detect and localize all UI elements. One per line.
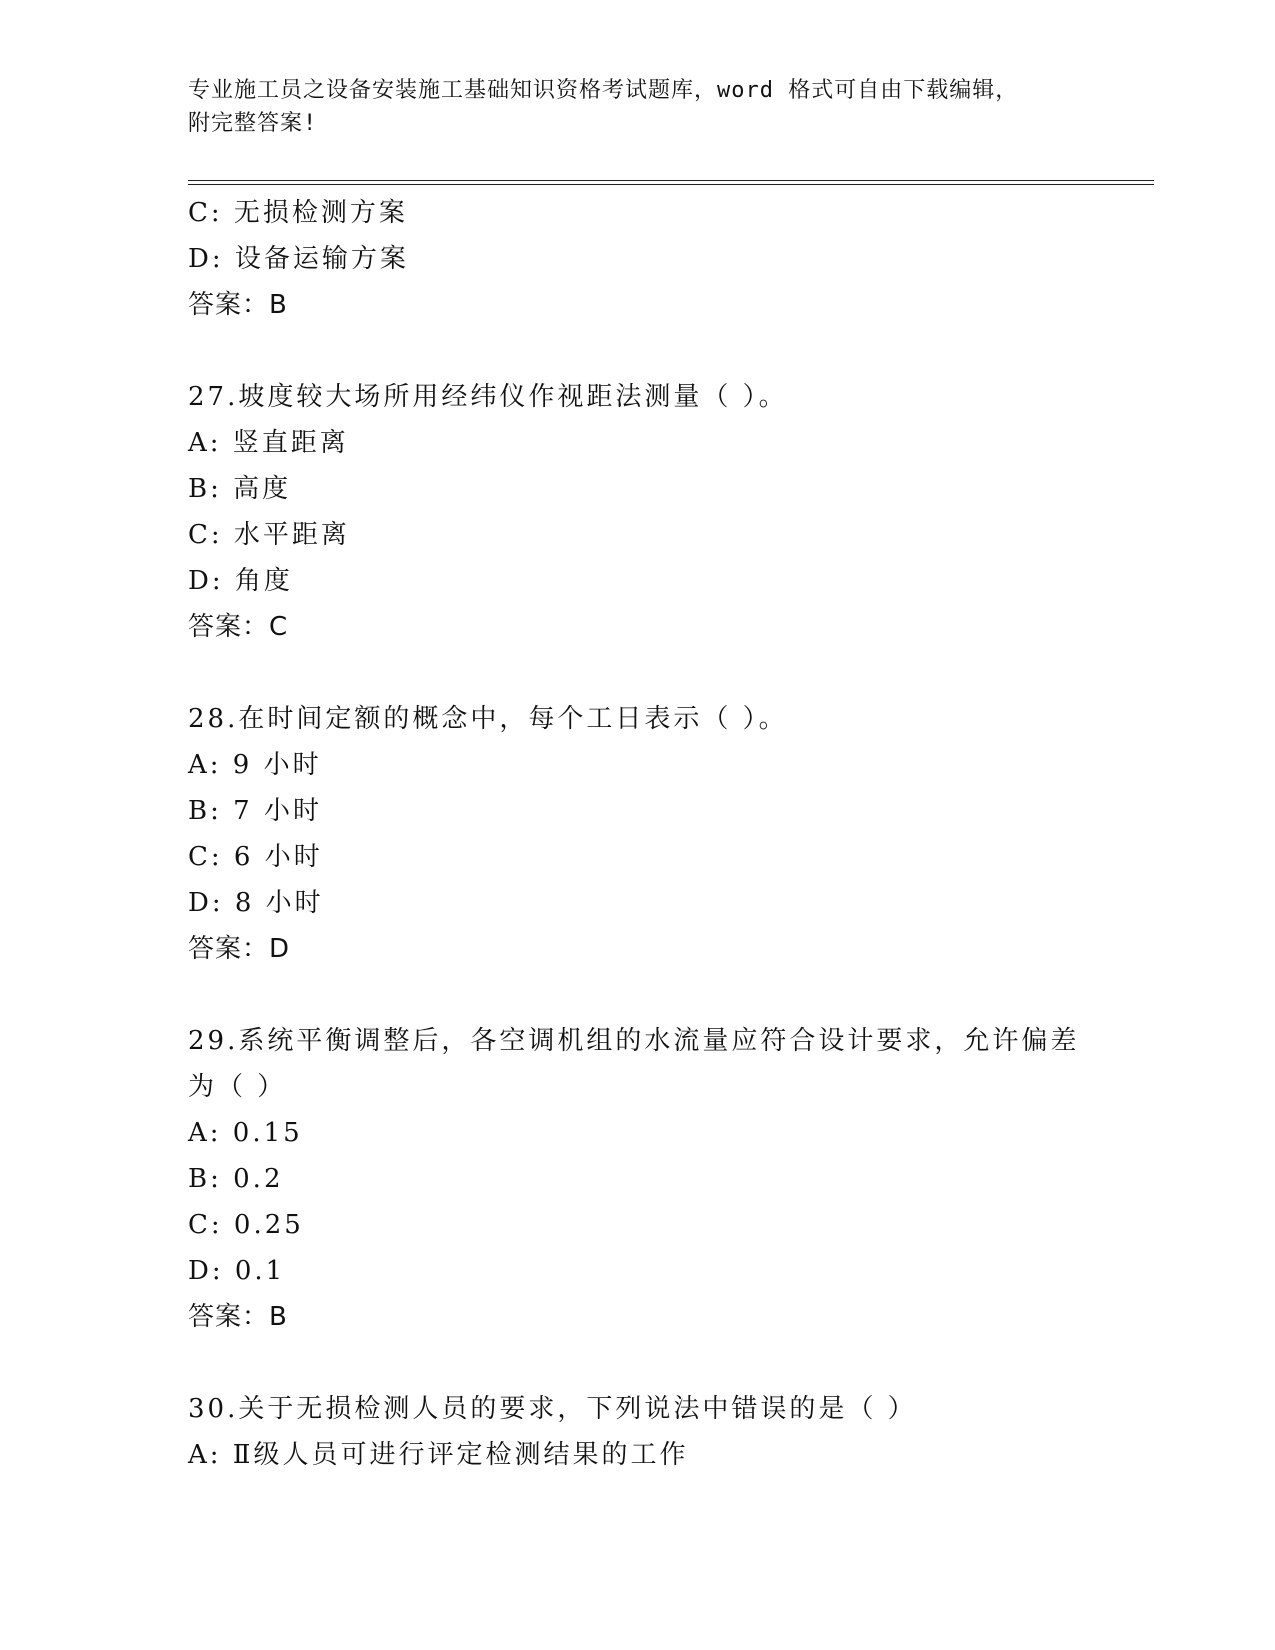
question-stem: 27.坡度较大场所用经纬仪作视距法测量（ ）。 [188,382,788,412]
option-a: A: 竖直距离 [188,428,349,458]
question-stem: 30.关于无损检测人员的要求，下列说法中错误的是（ ） [188,1394,917,1424]
question-list [188,190,1148,1478]
header-divider [188,180,1154,181]
answer: 答案：B [188,290,288,320]
header-line-1: 专业施工员之设备安装施工基础知识资格考试题库，word 格式可自由下载编辑， [188,78,1019,103]
option-b: B: 7 小时 [188,796,322,826]
option-d: D: 8 小时 [188,888,324,918]
document-header [188,74,1088,140]
option-b: B: 高度 [188,474,292,504]
answer: 答案：D [188,934,291,964]
option-d: D: 角度 [188,566,293,596]
header-line-2: 附完整答案! [188,111,318,136]
option-d: D: 0.1 [188,1256,286,1286]
answer: 答案：C [188,612,289,642]
question-stem-continued: 为（ ） [188,1072,287,1102]
option-b: B: 0.2 [188,1164,284,1194]
option-a: A: 9 小时 [188,750,322,780]
question-stem: 28.在时间定额的概念中，每个工日表示（ ）。 [188,704,788,734]
header-divider-second [188,184,1154,185]
option-c: C: 水平距离 [188,520,350,550]
option-c: C: 无损检测方案 [188,198,408,228]
option-a: A: Ⅱ级人员可进行评定检测结果的工作 [188,1440,689,1470]
option-d: D: 设备运输方案 [188,244,409,274]
answer: 答案：B [188,1302,288,1332]
option-a: A: 0.15 [188,1118,303,1148]
option-c: C: 0.25 [188,1210,304,1240]
question-stem: 29.系统平衡调整后，各空调机组的水流量应符合设计要求，允许偏差 [188,1026,1080,1056]
option-c: C: 6 小时 [188,842,323,872]
